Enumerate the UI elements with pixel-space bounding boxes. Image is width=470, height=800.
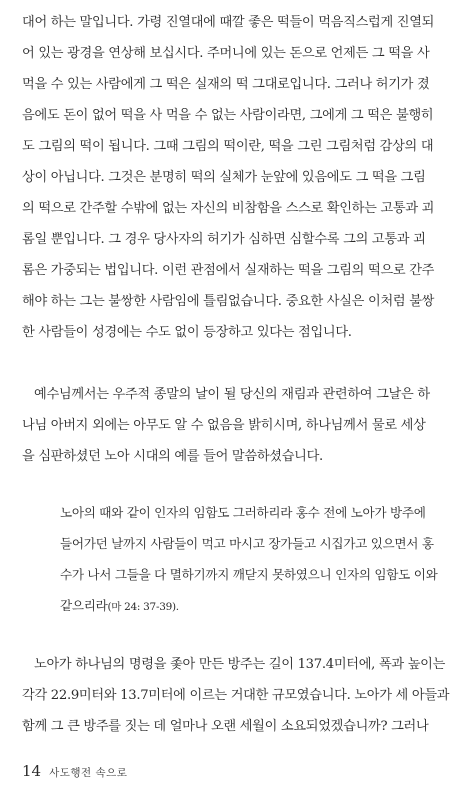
text-line: 노아가 하나님의 명령을 좇아 만든 방주는 길이 137.4미터에, 폭과 높이는 (34, 657, 446, 672)
quote-line: 들어가던 날까지 사람들이 먹고 마시고 장가들고 시집가고 있으면서 홍 (60, 536, 434, 551)
scripture-citation: (마 24: 37-39). (107, 601, 179, 613)
text-line: 상이 아닙니다. 그것은 분명히 떡의 실체가 눈앞에 있음에도 그 떡을 그림 (22, 170, 426, 185)
text-line: 음에도 돈이 없어 떡을 사 먹을 수 없는 사람이라면, 그에게 그 떡은 불행히 (22, 108, 434, 123)
text-line: 나님 아버지 외에는 아무도 알 수 없음을 밝히시며, 하나님께서 물로 세상 (22, 418, 426, 433)
text-line: 도 그림의 떡이 됩니다. 그때 그림의 떡이란, 떡을 그린 그림처럼 감상의 대 (22, 139, 434, 154)
text-line: 각각 22.9미터와 13.7미터에 이르는 거대한 규모였습니다. 노아가 세 아들과 (22, 688, 450, 703)
text-line: 을 심판하셨던 노아 시대의 예를 들어 말씀하셨습니다. (22, 449, 323, 464)
quote-line: 수가 나서 그들을 다 멸하기까지 깨닫지 못하였으니 인자의 임함도 이와 (60, 567, 438, 582)
text-line: 한 사람들이 성경에는 수도 없이 등장하고 있다는 점입니다. (22, 325, 352, 340)
running-title: 사도행전 속으로 (49, 767, 128, 779)
page-number: 14 (22, 762, 42, 780)
text-line: 먹을 수 있는 사람에게 그 떡은 실재의 떡 그대로입니다. 그러나 허기가 졌 (22, 77, 430, 92)
text-line: 함께 그 큰 방주를 짓는 데 얼마나 오랜 세월이 소요되었겠습니까? 그러나 (22, 719, 429, 734)
text-line: 어 있는 광경을 연상해 보십시다. 주머니에 있는 돈으로 언제든 그 떡을 사 (22, 46, 430, 61)
quote-line: 노아의 때와 같이 인자의 임함도 그러하리라 홍수 전에 노아가 방주에 (60, 505, 426, 520)
text-line: 롬일 뿐입니다. 그 경우 당사자의 허기가 심하면 심할수록 그의 고통과 괴 (22, 232, 426, 247)
text-line: 롬은 가중되는 법입니다. 이런 관점에서 실재하는 떡을 그림의 떡으로 간주 (22, 263, 435, 278)
text-line: 해야 하는 그는 불쌍한 사람임에 틀림없습니다. 중요한 사실은 이처럼 불쌍 (22, 294, 435, 309)
quote-last-text: 같으리라 (60, 598, 108, 613)
page-footer (22, 762, 127, 782)
text-line: 의 떡으로 간주할 수밖에 없는 자신의 비참함을 스스로 확인하는 고통과 괴 (22, 201, 435, 216)
quote-line (60, 597, 179, 616)
text-line: 예수님께서는 우주적 종말의 날이 될 당신의 재림과 관련하여 그날은 하 (34, 387, 430, 402)
text-line: 대어 하는 말입니다. 가령 진열대에 때깔 좋은 떡들이 먹음직스럽게 진열되 (22, 15, 435, 30)
